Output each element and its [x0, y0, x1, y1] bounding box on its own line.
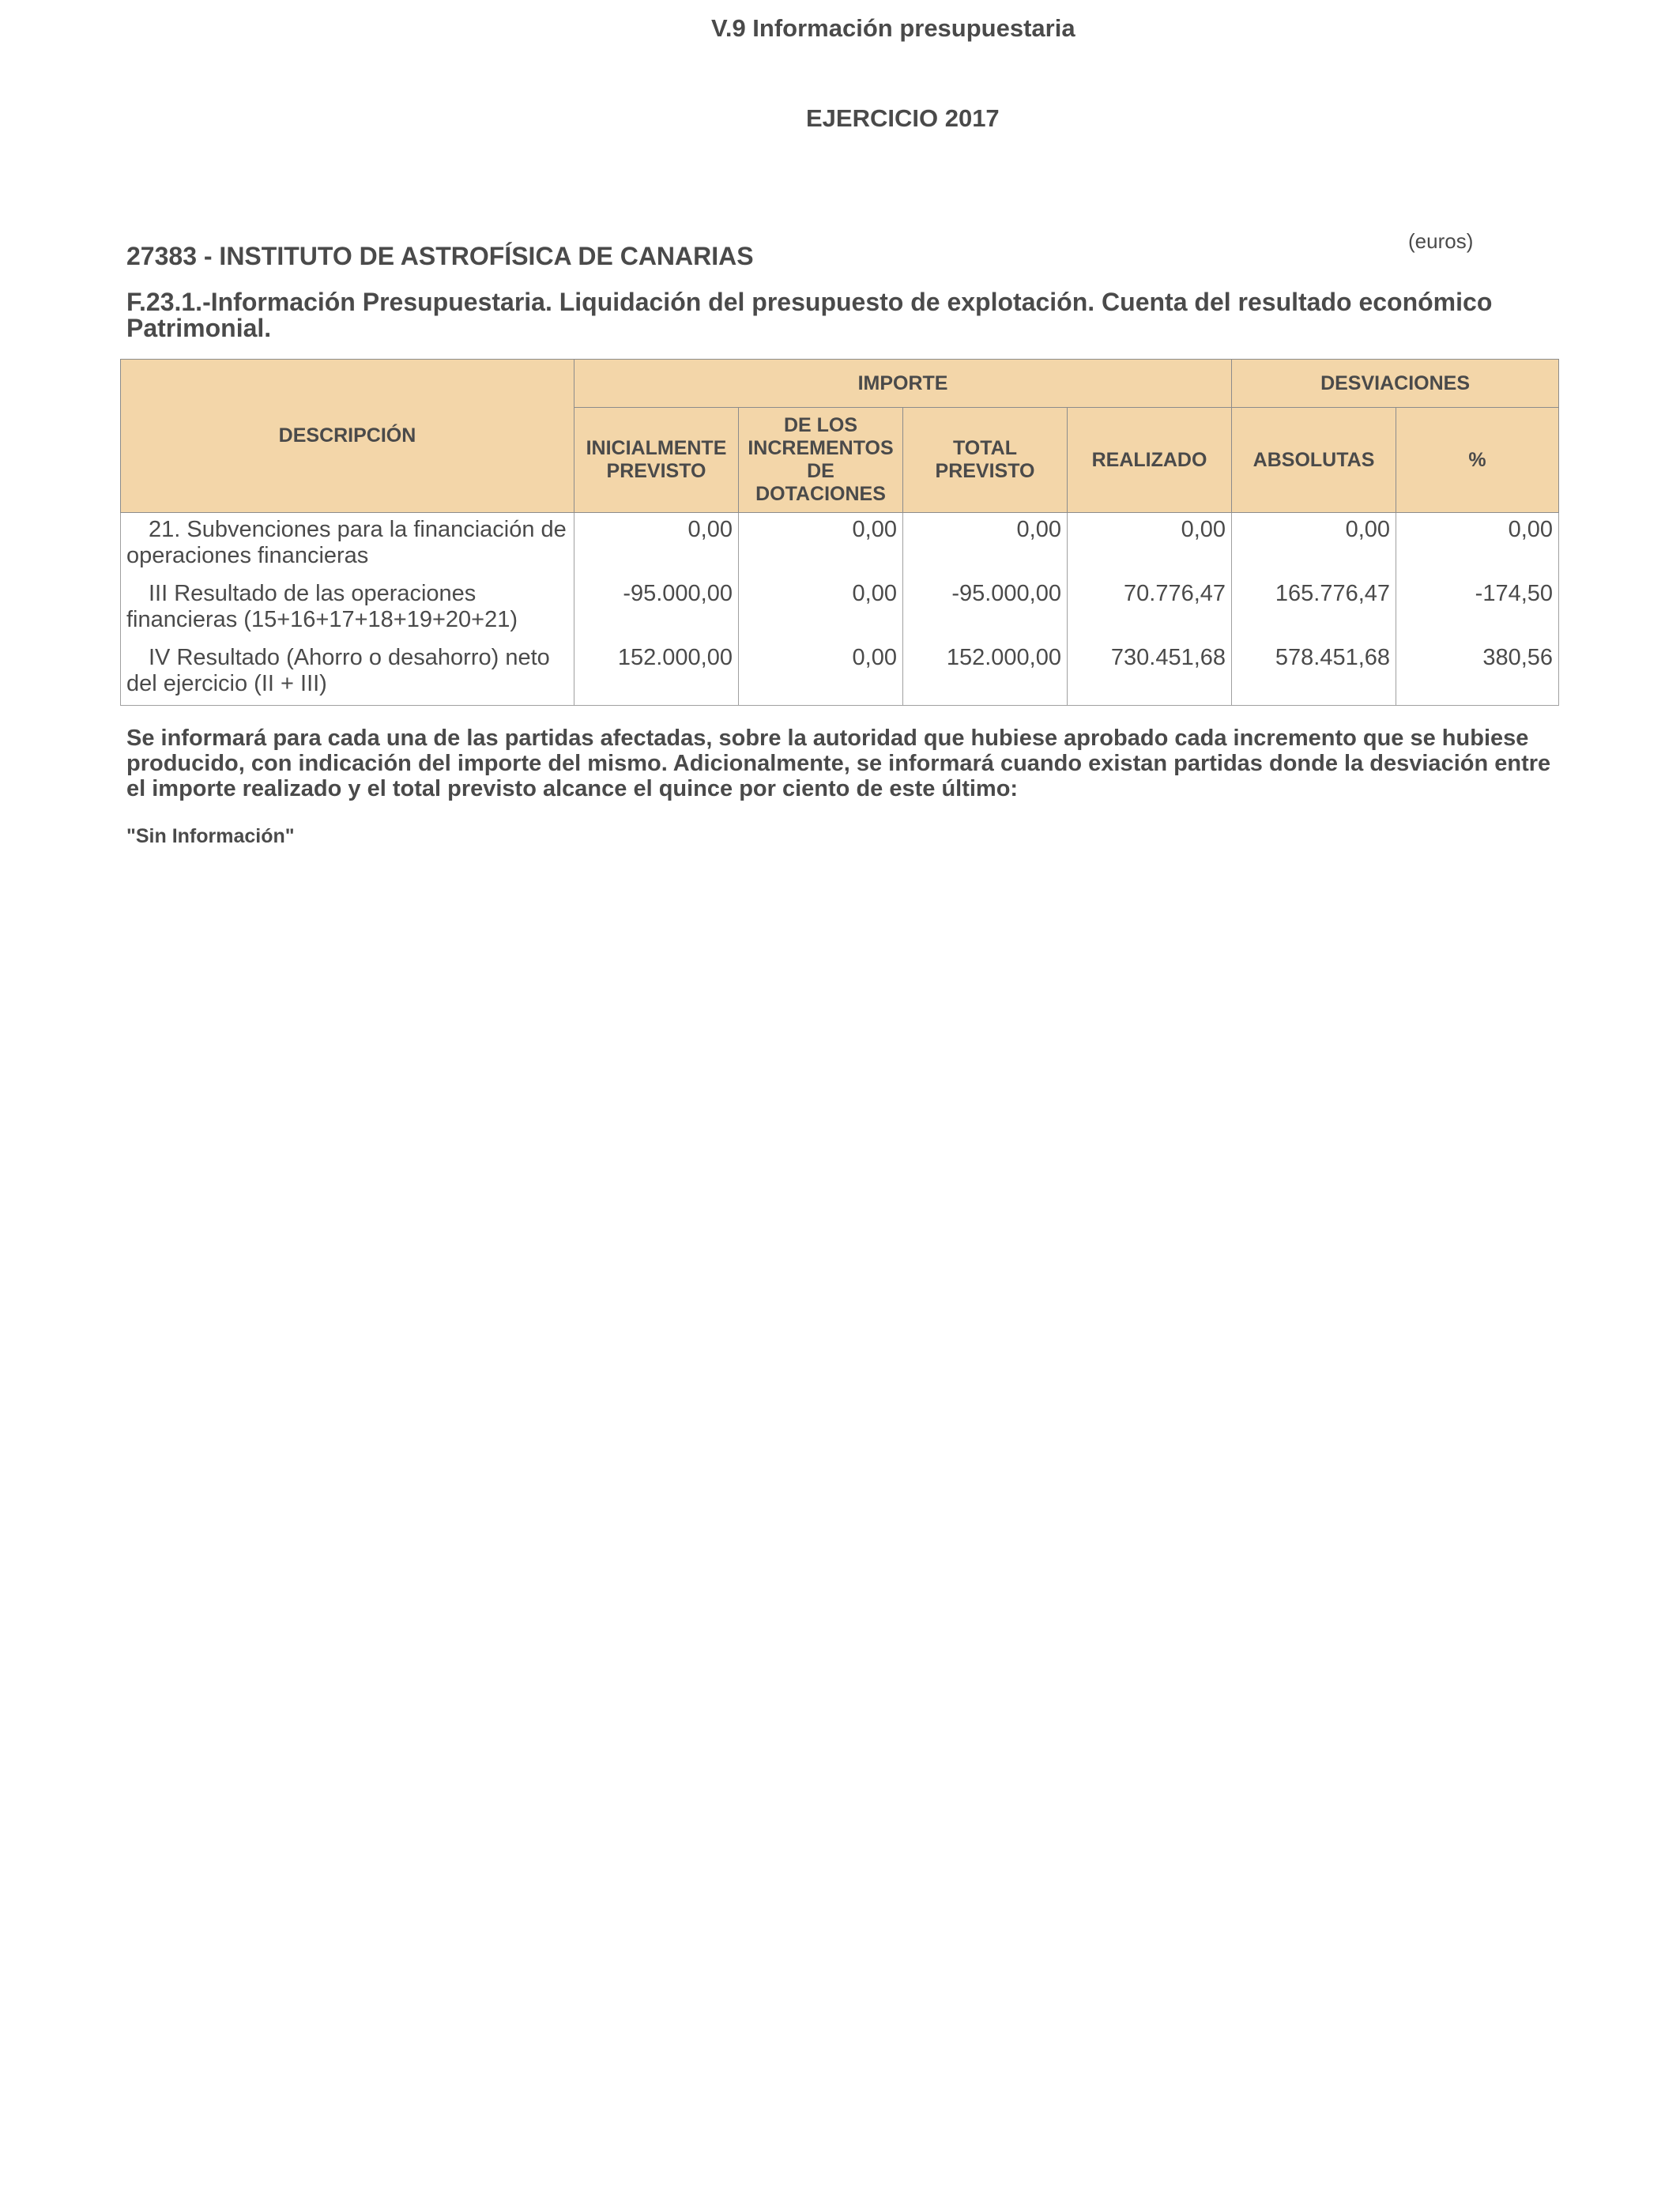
cell-descripcion: IV Resultado (Ahorro o desahorro) neto del ejercicio (II + III)	[121, 641, 574, 706]
table-row	[121, 641, 1559, 706]
col-group-importe: IMPORTE	[574, 360, 1232, 408]
cell-absolutas: 165.776,47	[1232, 577, 1396, 641]
col-header-descripcion: DESCRIPCIÓN	[121, 360, 574, 513]
cell-absolutas: 578.451,68	[1232, 641, 1396, 706]
exercise-year: EJERCICIO 2017	[806, 104, 1000, 132]
cell-descripcion: III Resultado de las operaciones financieras (15+16+17+18+19+20+21)	[121, 577, 574, 641]
col-header-incrementos: DE LOS INCREMENTOS DE DOTACIONES	[739, 408, 903, 513]
col-header-inicialmente-previsto: INICIALMENTE PREVISTO	[574, 408, 739, 513]
report-title: F.23.1.-Información Presupuestaria. Liquidación del presupuesto de explotación. Cuenta del resultado económico Patrimonial.	[126, 288, 1493, 342]
col-header-porcentaje: %	[1396, 408, 1559, 513]
header-row-group	[121, 360, 1559, 408]
cell-realizado: 730.451,68	[1068, 641, 1232, 706]
budget-table	[120, 359, 1559, 706]
table-row	[121, 577, 1559, 641]
section-title: V.9 Información presupuestaria	[711, 14, 1075, 42]
cell-porcentaje: -174,50	[1396, 577, 1559, 641]
col-header-realizado: REALIZADO	[1068, 408, 1232, 513]
cell-total-previsto: 152.000,00	[903, 641, 1068, 706]
cell-descripcion: 21. Subvenciones para la financiación de operaciones financieras	[121, 513, 574, 578]
cell-incrementos: 0,00	[739, 641, 903, 706]
cell-porcentaje: 0,00	[1396, 513, 1559, 578]
cell-porcentaje: 380,56	[1396, 641, 1559, 706]
cell-total-previsto: 0,00	[903, 513, 1068, 578]
cell-total-previsto: -95.000,00	[903, 577, 1068, 641]
cell-absolutas: 0,00	[1232, 513, 1396, 578]
cell-inicialmente-previsto: 152.000,00	[574, 641, 739, 706]
entity-name: 27383 - INSTITUTO DE ASTROFÍSICA DE CANARIAS	[126, 242, 754, 270]
cell-inicialmente-previsto: 0,00	[574, 513, 739, 578]
table-row	[121, 513, 1559, 578]
cell-incrementos: 0,00	[739, 577, 903, 641]
cell-inicialmente-previsto: -95.000,00	[574, 577, 739, 641]
cell-incrementos: 0,00	[739, 513, 903, 578]
deviation-note: Se informará para cada una de las partidas afectadas, sobre la autoridad que hubiese aprobado cada incremento que se hubiese producido, con indicación del importe del mismo. Adicionalmente, se informará cuando existan partidas donde la desviación entre el importe realizado y el total previsto alcance el quince por ciento de este último:	[126, 726, 1551, 801]
cell-realizado: 0,00	[1068, 513, 1232, 578]
col-header-absolutas: ABSOLUTAS	[1232, 408, 1396, 513]
no-information-text: "Sin Información"	[126, 825, 295, 847]
cell-realizado: 70.776,47	[1068, 577, 1232, 641]
currency-units: (euros)	[1408, 229, 1474, 253]
col-group-desviaciones: DESVIACIONES	[1232, 360, 1559, 408]
col-header-total-previsto: TOTAL PREVISTO	[903, 408, 1068, 513]
